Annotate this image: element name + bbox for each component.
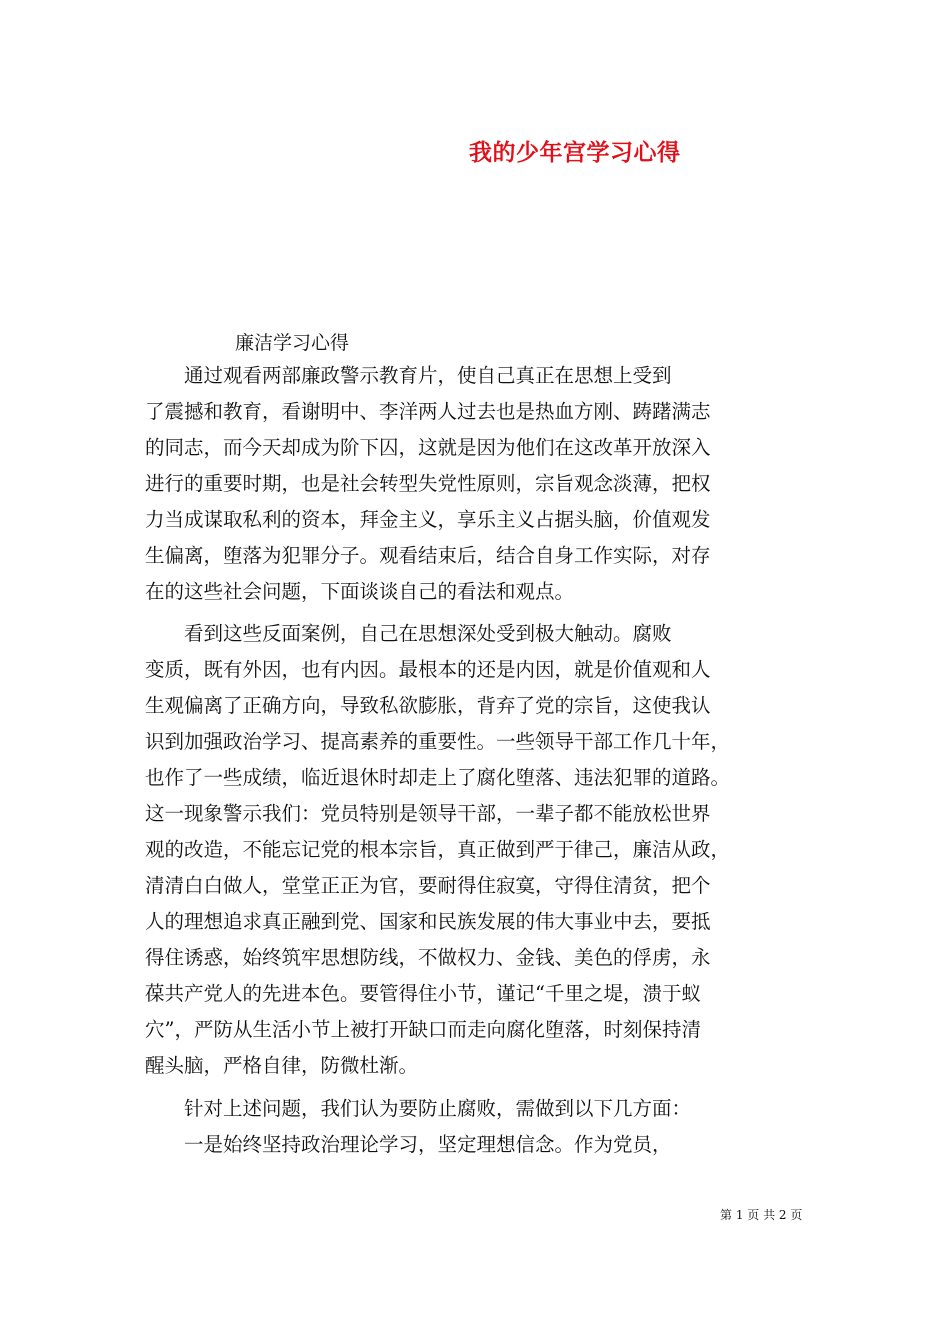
body-line: 清清白白做人，堂堂正正为官，要耐得住寂寞，守得住清贫，把个 [145,874,711,897]
body-line: 的同志，而今天却成为阶下囚，这就是因为他们在这改革开放深入 [145,436,711,459]
body-line: 一是始终坚持政治理论学习，坚定理想信念。作为党员， [145,1133,672,1156]
body-line: 得住诱惑，始终筑牢思想防线，不做权力、金钱、美色的俘虏，永 [145,946,711,969]
body-line: 变质，既有外因，也有内因。最根本的还是内因，就是价值观和人 [145,658,711,681]
body-line: 观的改造，不能忘记党的根本宗旨，真正做到严于律己，廉洁从政， [145,838,731,861]
document-title: 我的少年宫学习心得 [469,139,681,166]
body-line: 醒头脑，严格自律，防微杜渐。 [145,1054,419,1077]
body-line: 葆共产党人的先进本色。要管得住小节，谨记“千里之堤，溃于蚁 [145,982,701,1005]
body-line: 识到加强政治学习、提高素养的重要性。一些领导干部工作几十年， [145,730,731,753]
body-line: 通过观看两部廉政警示教育片，使自己真正在思想上受到 [145,364,672,387]
body-line: 力当成谋取私利的资本，拜金主义，享乐主义占据头脑，价值观发 [145,508,711,531]
body-line: 生观偏离了正确方向，导致私欲膨胀，背弃了党的宗旨，这使我认 [145,694,711,717]
body-line: 生偏离，堕落为犯罪分子。观看结束后，结合自身工作实际，对存 [145,544,711,567]
body-line: 这一现象警示我们：党员特别是领导干部，一辈子都不能放松世界 [145,802,711,825]
body-line: 穴”，严防从生活小节上被打开缺口而走向腐化堕落，时刻保持清 [145,1018,701,1041]
body-line: 了震撼和教育，看谢明中、李洋两人过去也是热血方刚、踌躇满志 [145,400,711,423]
body-line: 看到这些反面案例，自己在思想深处受到极大触动。腐败 [145,622,672,645]
body-line: 进行的重要时期，也是社会转型失党性原则，宗旨观念淡薄，把权 [145,472,711,495]
document-subtitle: 廉洁学习心得 [235,332,350,354]
body-line: 在的这些社会问题，下面谈谈自己的看法和观点。 [145,580,575,603]
body-line: 人的理想追求真正融到党、国家和民族发展的伟大事业中去，要抵 [145,910,711,933]
body-line: 也作了一些成绩，临近退休时却走上了腐化堕落、违法犯罪的道路。 [145,766,731,789]
body-line: 针对上述问题，我们认为要防止腐败，需做到以下几方面： [145,1097,692,1120]
page-footer: 第 1 页 共 2 页 [720,1208,803,1222]
